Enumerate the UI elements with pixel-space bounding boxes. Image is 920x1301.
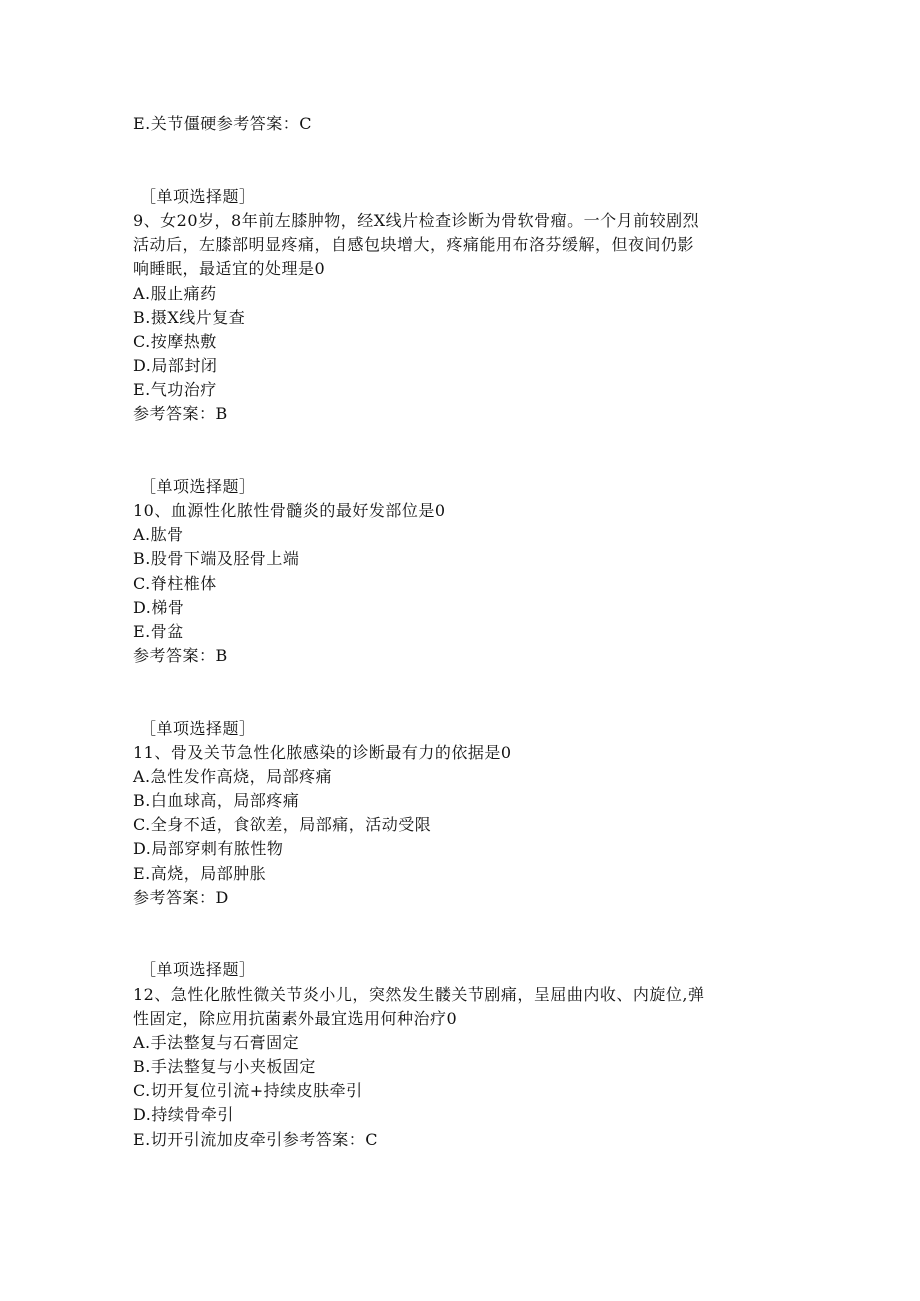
option-a: A.急性发作高烧，局部疼痛 bbox=[133, 767, 333, 786]
answer-key: 参考答案：B bbox=[133, 404, 228, 423]
question-stem: 11、骨及关节急性化脓感染的诊断最有力的依据是0 bbox=[133, 743, 512, 762]
option-a: A.肱骨 bbox=[133, 525, 184, 544]
question-type-tag: ［单项选择题］ bbox=[140, 187, 256, 206]
option-e: E.高烧，局部肿胀 bbox=[133, 864, 267, 883]
prev-question-last-option: E.关节僵硬参考答案：C bbox=[133, 114, 313, 133]
question-stem: 9、女20岁，8年前左膝肿物，经X线片检查诊断为骨软骨瘤。一个月前较剧烈 bbox=[133, 211, 700, 230]
option-e: E.骨盆 bbox=[133, 622, 184, 641]
answer-key: 参考答案：B bbox=[133, 646, 228, 665]
option-d: D.持续骨牵引 bbox=[133, 1105, 234, 1124]
question-type-tag: ［单项选择题］ bbox=[140, 477, 256, 496]
question-stem: 性固定，除应用抗菌素外最宜选用何种治疗0 bbox=[133, 1009, 458, 1028]
option-e-with-answer: E.切开引流加皮牵引参考答案：C bbox=[133, 1130, 379, 1149]
question-stem: 12、急性化脓性微关节炎小儿，突然发生髅关节剧痛，呈屈曲内收、内旋位,弹 bbox=[133, 985, 705, 1004]
option-c: C.按摩热敷 bbox=[133, 332, 217, 351]
question-stem: 响睡眠，最适宜的处理是0 bbox=[133, 259, 326, 278]
option-b: B.手法整复与小夹板固定 bbox=[133, 1057, 316, 1076]
option-b: B.摄X线片复查 bbox=[133, 308, 246, 327]
question-type-tag: ［单项选择题］ bbox=[140, 960, 256, 979]
option-c: C.全身不适，食欲差，局部痛，活动受限 bbox=[133, 815, 432, 834]
question-stem: 活动后，左膝部明显疼痛，自感包块增大，疼痛能用布洛芬缓解，但夜间仍影 bbox=[133, 235, 695, 254]
question-type-tag: ［单项选择题］ bbox=[140, 719, 256, 738]
option-d: D.梯骨 bbox=[133, 598, 185, 617]
option-b: B.股骨下端及胫骨上端 bbox=[133, 549, 300, 568]
option-d: D.局部封闭 bbox=[133, 356, 218, 375]
question-stem: 10、血源性化脓性骨髓炎的最好发部位是0 bbox=[133, 501, 446, 520]
option-c: C.切开复位引流+持续皮肤牵引 bbox=[133, 1081, 363, 1100]
option-b: B.白血球高，局部疼痛 bbox=[133, 791, 300, 810]
option-a: A.手法整复与石膏固定 bbox=[133, 1033, 300, 1052]
option-d: D.局部穿刺有脓性物 bbox=[133, 839, 284, 858]
answer-key: 参考答案：D bbox=[133, 888, 229, 907]
option-c: C.脊柱椎体 bbox=[133, 574, 217, 593]
option-a: A.服止痛药 bbox=[133, 284, 217, 303]
option-e: E.气功治疗 bbox=[133, 380, 217, 399]
